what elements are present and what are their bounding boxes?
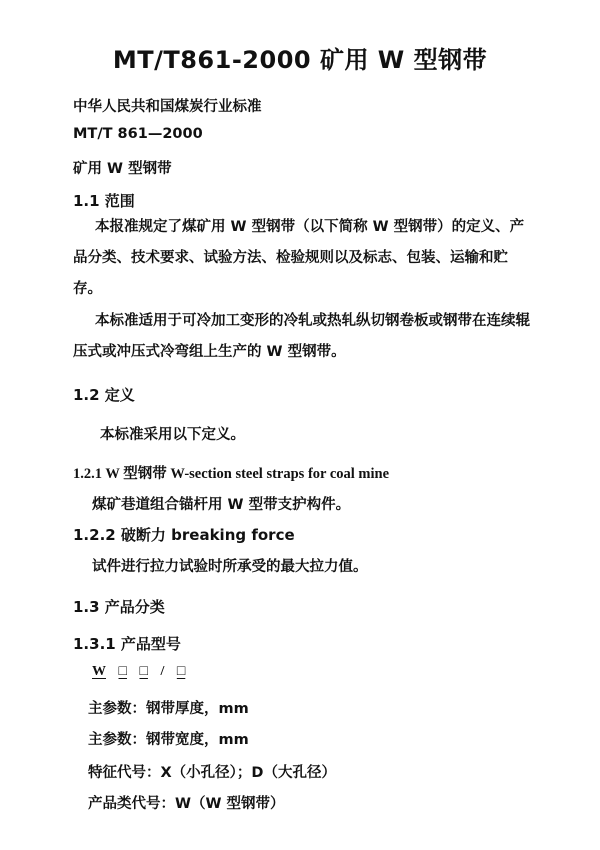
product-category-code: 产品类代号：W（W 型钢带） [88,796,285,812]
section-1-1-paragraph-1 [73,212,531,305]
model-slash: / [160,664,165,679]
feature-code: 特征代号：X（小孔径）；D（大孔径） [88,765,336,781]
section-1-2-1-paragraph: 煤矿巷道组合锚杆用 W 型带支护构件。 [92,497,351,513]
section-1-2-2-paragraph: 试件进行拉力试验时所承受的最大拉力值。 [92,559,368,575]
standard-name: 矿用 W 型钢带 [73,161,172,177]
model-box-1: □ [118,664,127,679]
param-width: 主参数：钢带宽度，mm [88,732,249,748]
param-thickness: 主参数：钢带厚度，mm [88,701,249,717]
model-letter: W [92,664,106,679]
section-1-2-paragraph: 本标准采用以下定义。 [100,427,245,443]
section-1-1-paragraph-1-text: 本报准规定了煤矿用 W 型钢带（以下简称 W 型钢带）的定义、产品分类、技术要求、试验方法、检验规则以及标志、包装、运输和贮存。 [73,219,525,297]
section-1-1-paragraph-2-text: 本标准适用于可冷加工变形的冷轧或热轧纵切钢卷板或钢带在连续辊压式或冲压式冷弯组上生产的 W 型钢带。 [73,313,530,360]
model-format [92,664,194,680]
model-box-3: □ [176,664,186,679]
section-1-2-1-heading: 1.2.1 W 型钢带 W-section steel straps for coal mine [73,466,390,482]
section-1-3-1-heading: 1.3.1 产品型号 [73,635,181,653]
standard-organization: 中华人民共和国煤炭行业标准 [73,99,262,115]
standard-code: MT/T 861—2000 [73,126,203,142]
model-box-2: □ [139,664,148,679]
section-1-2-2-heading: 1.2.2 破断力 breaking force [73,526,295,544]
section-1-1-heading: 1.1 范围 [73,192,135,210]
section-1-2-heading: 1.2 定义 [73,386,135,404]
section-1-3-heading: 1.3 产品分类 [73,598,165,616]
document-title: MT/T861-2000 矿用 W 型钢带 [112,46,488,74]
section-1-1-paragraph-2 [73,306,531,368]
